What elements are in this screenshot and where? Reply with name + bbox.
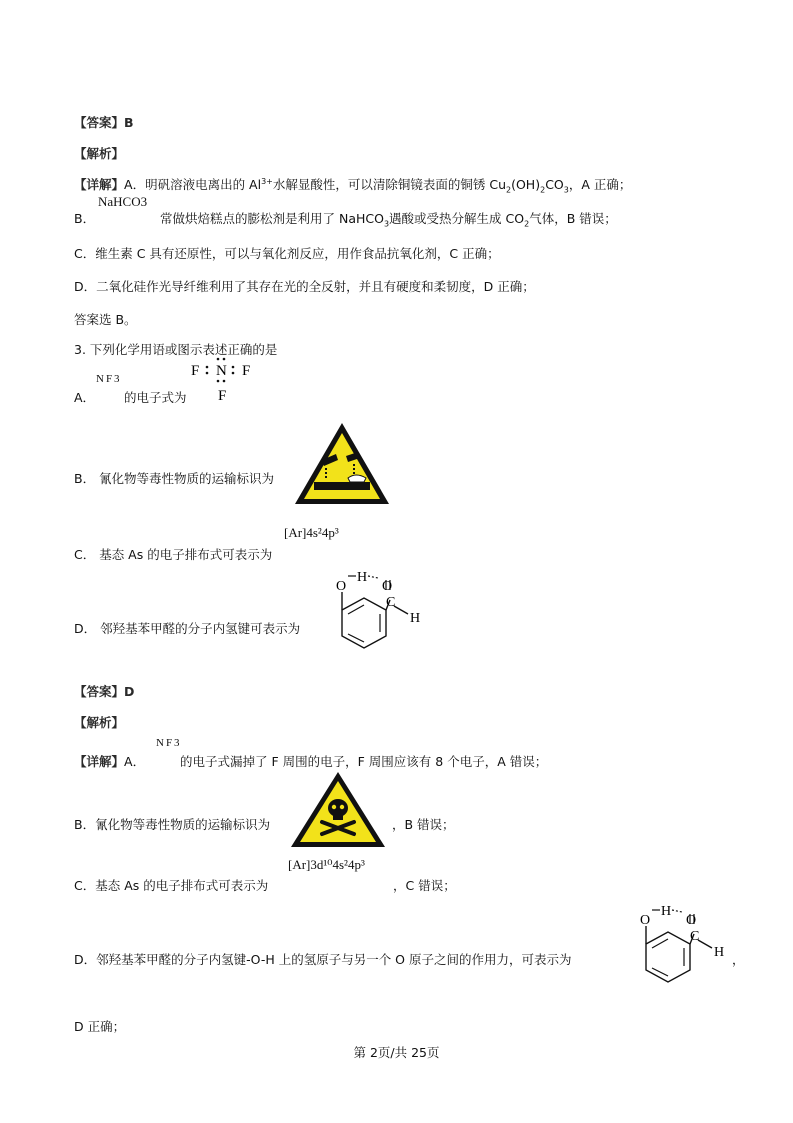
answer-line-q3: 【答案】D <box>74 684 135 699</box>
detail-line-b: B． <box>74 211 96 226</box>
corrosive-hazard-icon <box>292 420 392 508</box>
page-footer: 第 2页/共 25页 <box>353 1045 440 1060</box>
nf3-formula-solution: NF3 <box>156 737 182 749</box>
option-a-text: 的电子式为 <box>124 390 187 405</box>
nf3-lewis-structure <box>188 356 258 404</box>
solution-d-tail: ， <box>732 952 745 967</box>
svg-text:O: O <box>686 913 697 928</box>
solution-c-tail: ，C 错误； <box>393 878 456 893</box>
svg-text:H: H <box>661 904 672 919</box>
svg-text:O: O <box>640 913 651 928</box>
svg-text:O: O <box>382 579 393 594</box>
option-b: B． 氰化物等毒性物质的运输标识为 <box>74 471 275 486</box>
nf3-formula: NF3 <box>96 373 122 385</box>
question-3-stem: 3. 下列化学用语或图示表述正确的是 <box>74 342 278 357</box>
analysis-tag: 【解析】 <box>74 146 125 161</box>
option-c: C． 基态 As 的电子排布式可表示为 <box>74 547 273 562</box>
solution-b-tail: ，B 错误； <box>392 817 455 832</box>
detail-line-c: C．维生素 C 具有还原性，可以与氧化剂反应，用作食品抗氧化剂，C 正确； <box>74 246 500 261</box>
analysis-tag-q3: 【解析】 <box>74 715 125 730</box>
svg-text:H: H <box>410 611 421 626</box>
lewis-f-right: F <box>242 363 251 379</box>
solution-c-text: C．基态 As 的电子排布式可表示为 <box>74 878 269 893</box>
solution-d-text: D．邻羟基苯甲醛的分子内氢键-O-H 上的氢原子与另一个 O 原子之间的作用力，可表示为 <box>74 952 572 967</box>
answer-line-q2 <box>74 114 134 132</box>
detail-line-b-text: 常做烘焙糕点的膨松剂是利用了 NaHCO$_3$遇酸或受热分解生成 $CO_2$气体，B 错误； <box>160 211 617 229</box>
option-c-config: [Ar]4s²4p³ <box>284 525 339 540</box>
lewis-f-left: F <box>191 363 200 379</box>
option-a-prefix: A． <box>74 390 96 405</box>
lewis-n: N <box>216 363 227 379</box>
option-d: D． 邻羟基苯甲醛的分子内氢键可表示为 <box>74 621 301 636</box>
detail-line-a: 【详解】A．明矾溶液电离出的 $Al^{3+}$水解显酸性，可以清除铜镜表面的铜锈 $Cu_2(OH)_2CO_3$，A 正确； <box>74 176 632 195</box>
hydrogen-bond-structure-q3 <box>316 560 428 664</box>
answer-tag: 【答案】 <box>74 115 125 130</box>
nahco3-formula: NaHCO3 <box>98 194 148 209</box>
svg-text:H: H <box>357 570 368 585</box>
solution-a-text: 的电子式漏掉了 F 周围的电子，F 周围应该有 8 个电子，A 错误； <box>180 754 548 769</box>
svg-text:H: H <box>714 945 725 960</box>
answer-value-q3: D <box>124 684 135 699</box>
solution-d-end: D 正确； <box>74 1019 126 1034</box>
svg-text:C: C <box>690 929 700 944</box>
svg-text:O: O <box>336 579 347 594</box>
toxic-hazard-icon <box>288 770 388 850</box>
detail-line-d: D．二氧化硅作光导纤维利用了其存在光的全反射，并且有硬度和柔韧度，D 正确； <box>74 279 535 294</box>
solution-a-prefix: 【详解】A． <box>74 754 146 769</box>
solution-b-text: B．氰化物等毒性物质的运输标识为 <box>74 817 271 832</box>
solution-c-config: [Ar]3d¹⁰4s²4p³ <box>288 857 365 872</box>
svg-text:C: C <box>386 595 396 610</box>
conclusion: 答案选 B。 <box>74 312 137 327</box>
hydrogen-bond-structure-solution <box>620 894 732 998</box>
answer-value: B <box>124 115 134 130</box>
detail-tag: 【详解】 <box>74 177 125 192</box>
lewis-f-bottom: F <box>218 388 227 404</box>
